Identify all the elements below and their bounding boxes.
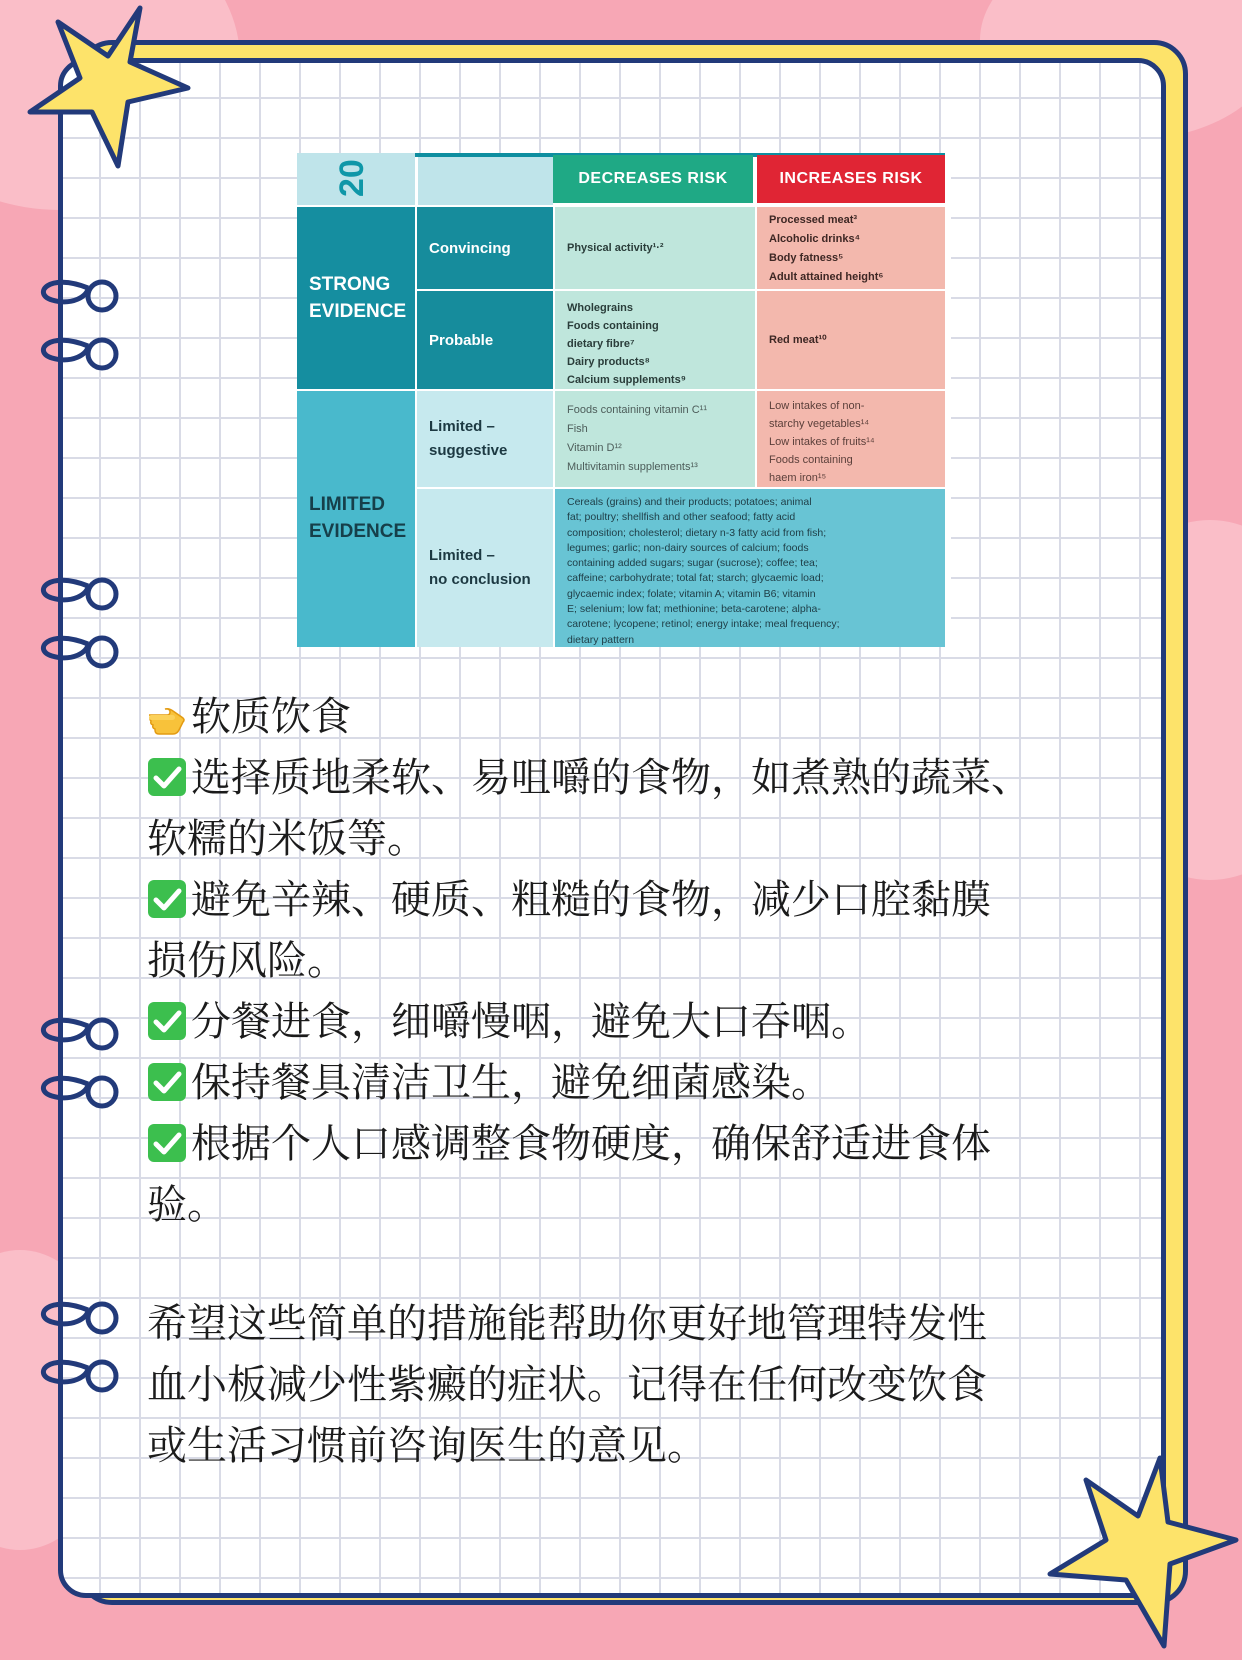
evidence-table-image [297, 153, 951, 647]
row-label-no-conclusion [417, 489, 553, 647]
ring-binder-icon [28, 1290, 124, 1402]
cell-text: Wholegrains [567, 302, 634, 314]
closing-paragraph [147, 1294, 1107, 1477]
cell-text: containing added sugars; sugar (sucrose); coffee; tea; [567, 557, 818, 570]
closing-text: 血小板减少性紫癜的症状。记得在任何改变饮食 [147, 1362, 987, 1408]
cell-text: Foods containing vitamin C¹¹ [567, 404, 708, 416]
cell-text: dietary fibre⁷ [567, 338, 635, 350]
cell-text: Processed meat³ [769, 214, 858, 226]
section-heading-text: 软质饮食 [191, 694, 351, 740]
ring-binder-icon [28, 1006, 124, 1118]
cell-decreases-probable [555, 291, 755, 389]
row-label-text: suggestive [429, 442, 508, 459]
header-increases-risk: INCREASES RISK [757, 155, 945, 203]
star-icon [1040, 1450, 1242, 1660]
group-strong-evidence [297, 207, 415, 389]
group-label-line: EVIDENCE [309, 301, 407, 322]
tip-text: 软糯的米饭等。 [147, 816, 427, 862]
closing-text: 希望这些简单的措施能帮助你更好地管理特发性 [147, 1301, 987, 1347]
cell-text: Adult attained height⁶ [769, 271, 884, 283]
cell-text: Low intakes of non- [769, 400, 865, 412]
row-label-convincing [417, 207, 553, 289]
cell-text: glycaemic index; folate; vitamin A; vitamin B6; vitamin [567, 587, 816, 600]
cell-text: carotene; lycopene; retinol; energy intake; meal frequency; [567, 618, 840, 631]
cell-text: Alcoholic drinks⁴ [769, 233, 861, 245]
tip-item [147, 992, 1107, 1053]
section-heading [147, 687, 1107, 748]
cell-text: haem iron¹⁵ [769, 472, 827, 484]
table-corner [297, 153, 415, 205]
cell-increases-probable [757, 291, 945, 389]
cell-text: Physical activity¹·² [567, 241, 664, 254]
cell-text: fat; poultry; shellfish and other seafood; fatty acid [567, 511, 796, 524]
group-limited-evidence [297, 391, 415, 647]
cell-no-conclusion-factors [555, 489, 945, 647]
check-mark-icon [147, 1120, 187, 1160]
table-corner-label: 20 [333, 159, 371, 197]
cell-text: Body fatness⁵ [769, 252, 844, 264]
row-label-probable [417, 291, 553, 389]
row-label-text: Convincing [429, 239, 511, 257]
cell-text: Foods containing [769, 454, 853, 466]
check-mark-icon [147, 1059, 187, 1099]
notebook-page [58, 58, 1166, 1598]
check-mark-icon [147, 754, 187, 794]
cell-text: dietary pattern [567, 633, 635, 646]
row-label-suggestive [417, 391, 553, 487]
group-label-line: EVIDENCE [309, 521, 407, 542]
header-decreases-risk: DECREASES RISK [553, 155, 753, 203]
cell-increases-convincing [757, 207, 945, 289]
tip-text: 选择质地柔软、易咀嚼的食物，如煮熟的蔬菜、 [191, 755, 1031, 801]
group-label-line: STRONG [309, 274, 391, 295]
cell-text: Multivitamin supplements¹³ [567, 461, 698, 473]
cell-text: Calcium supplements⁹ [567, 374, 686, 386]
cell-text: Fish [567, 423, 588, 435]
star-icon [10, 0, 200, 175]
ring-binder-icon [28, 268, 124, 380]
cell-text: starchy vegetables¹⁴ [769, 418, 870, 430]
table-header-blank [415, 153, 553, 205]
cell-text: Red meat¹⁰ [769, 334, 827, 346]
tip-text: 避免辛辣、硬质、粗糙的食物，减少口腔黏膜 [191, 877, 991, 923]
tip-text: 验。 [147, 1182, 227, 1228]
row-label-text: Probable [429, 331, 494, 349]
cell-text: Cereals (grains) and their products; potatoes; animal [567, 496, 812, 508]
tip-item [147, 1114, 1107, 1236]
row-label-text: Limited – [429, 547, 495, 564]
tip-item [147, 1053, 1107, 1114]
check-mark-icon [147, 876, 187, 916]
cell-increases-suggestive [757, 391, 945, 487]
cell-text: composition; cholesterol; dietary n-3 fatty acid from fish; [567, 526, 827, 539]
check-mark-icon [147, 998, 187, 1038]
tip-text: 根据个人口感调整食物硬度，确保舒适进食体 [191, 1121, 991, 1167]
cell-text: Low intakes of fruits¹⁴ [769, 436, 875, 448]
tip-item [147, 870, 1107, 992]
cell-text: E; selenium; low fat; methionine; beta-carotene; alpha- [567, 603, 821, 616]
cell-decreases-suggestive [555, 391, 755, 487]
tip-text: 损伤风险。 [147, 938, 347, 984]
spacer [147, 1236, 1107, 1294]
cell-text: Vitamin D¹² [567, 442, 622, 454]
group-label-line: LIMITED [309, 494, 385, 515]
body-text [147, 687, 1107, 1477]
cell-text: Foods containing [567, 320, 659, 332]
cell-text: caffeine; carbohydrate; total fat; starch; glycaemic load; [567, 572, 824, 585]
row-label-text: no conclusion [429, 571, 531, 588]
tip-text: 分餐进食，细嚼慢咽，避免大口吞咽。 [191, 999, 871, 1045]
pointing-hand-icon [147, 698, 187, 738]
cell-text: Dairy products⁸ [567, 356, 650, 368]
tip-item [147, 748, 1107, 870]
ring-binder-icon [28, 566, 124, 678]
row-label-text: Limited – [429, 418, 495, 435]
tip-text: 保持餐具清洁卫生，避免细菌感染。 [191, 1060, 831, 1106]
cell-text: legumes; garlic; non-dairy sources of calcium; foods [567, 541, 809, 554]
closing-text: 或生活习惯前咨询医生的意见。 [147, 1423, 707, 1469]
cell-decreases-convincing [555, 207, 755, 289]
